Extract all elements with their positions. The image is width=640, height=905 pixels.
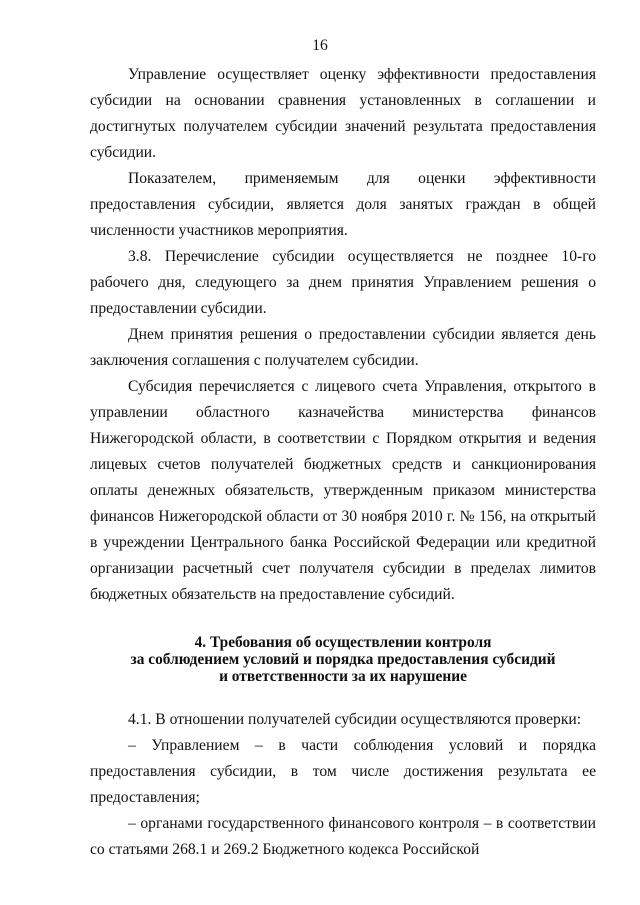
document-body xyxy=(90,62,596,863)
section-heading-line-3: и ответственности за их нарушение xyxy=(219,668,467,685)
section-heading xyxy=(90,634,596,685)
paragraph-inspections-intro: 4.1. В отношении получателей субсидии осуществляются проверки: xyxy=(128,711,582,728)
list-item-management-inspection: – Управлением – в части соблюдения условий и порядка предоставления субсидии, в том числе достижения результата ее предоставления; xyxy=(90,737,596,806)
paragraph-transfer-procedure: Субсидия перечисляется с лицевого счета Управления, открытого в управлении областного казначейства министерства финансов Нижегородской области, в соответствии с Порядком открытия и ведения лицевых счетов получателей бюджетных средств и санкционирования оплаты денежных обязательств, утвержденным приказом министерства финансов Нижегородской области от 30 ноября 2010 г. № 156, на открытый в учреждении Центрального банка Российской Федерации или кредитной организации расчетный счет получателя субсидии в пределах лимитов бюджетных обязательств на предоставление субсидий. xyxy=(90,378,596,603)
section-heading-line-2: за соблюдением условий и порядка предоставления субсидий xyxy=(130,651,556,668)
paragraph-transfer-deadline: 3.8. Перечисление субсидии осуществляется не позднее 10-го рабочего дня, следующего за днем принятия Управлением решения о предоставлении субсидии. xyxy=(90,248,596,317)
paragraph-efficiency-indicator: Показателем, применяемым для оценки эффективности предоставления субсидии, является доля занятых граждан в общей численности участников мероприятия. xyxy=(90,170,596,239)
section-heading-line-1: 4. Требования об осуществлении контроля xyxy=(194,634,492,651)
paragraph-efficiency-assessment: Управление осуществляет оценку эффективности предоставления субсидии на основании сравнения установленных в соглашении и достигнутых получателем субсидии значений результата предоставления субсидии. xyxy=(90,66,596,161)
list-item-financial-control-inspection: – органами государственного финансового контроля – в соответствии со статьями 268.1 и 269.2 Бюджетного кодекса Российской xyxy=(90,815,596,858)
paragraph-decision-date: Днем принятия решения о предоставлении субсидии является день заключения соглашения с получателем субсидии. xyxy=(90,326,596,369)
page-number: 16 xyxy=(312,37,328,54)
